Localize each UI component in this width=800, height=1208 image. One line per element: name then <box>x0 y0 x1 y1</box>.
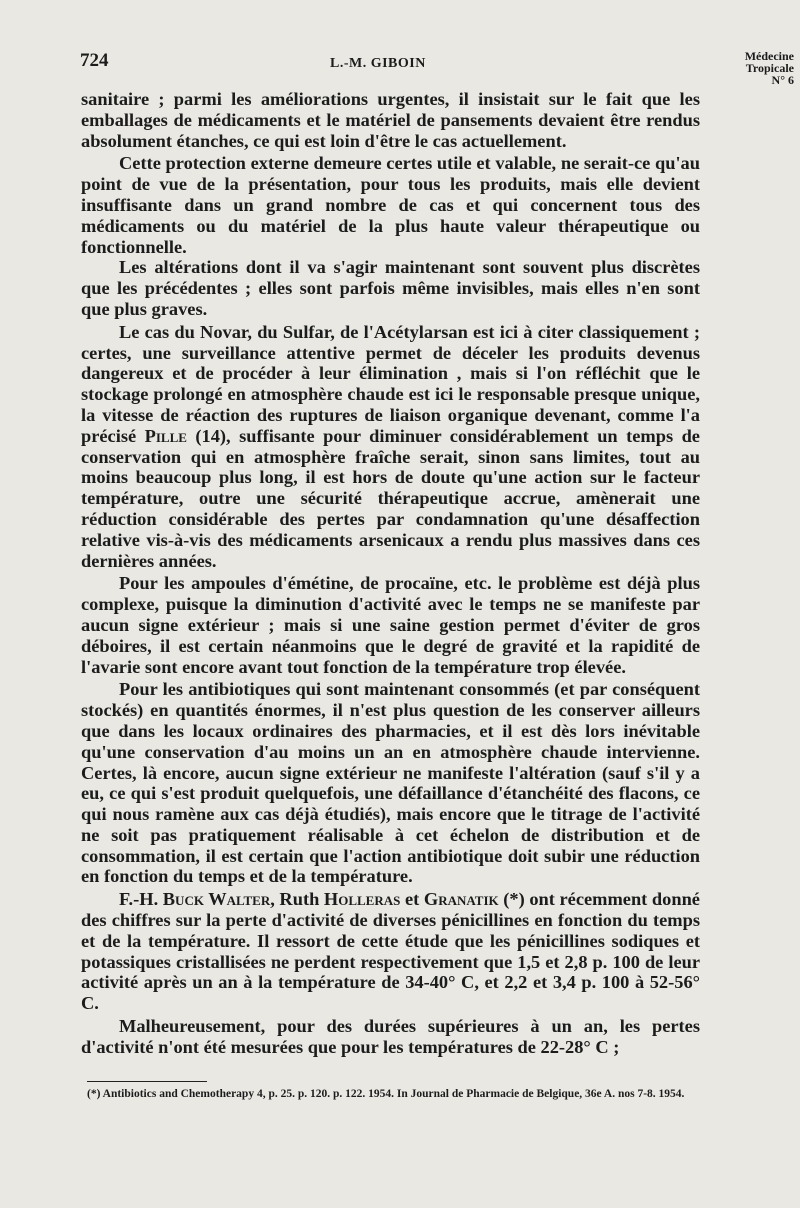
paragraph: Les altérations dont il va s'agir maintenant sont souvent plus discrètes que les précédentes ; elles sont parfois même invisibles, mais elles n'en sont que plus graves. <box>81 257 700 319</box>
page-number: 724 <box>80 50 109 71</box>
paragraph: Pour les antibiotiques qui sont maintenant consommés (et par conséquent stockés) en quantités énormes, il n'est plus question de les conserver ailleurs que dans les locaux ordinaires des pharmacies, et il est dès lors inévitable qu'une conservation d'au moins un an en atmosphère chaude intervienne. Certes, là encore, aucun signe extérieur ne manifeste l'altération (sauf s'il y a eu, ce qui s'est produit quelquefois, une défaillance d'étanchéité des flacons, ce qui nous ramène aux cas déjà étudiés), mais encore que le titrage de l'activité ne soit pas pratiquement réalisable à cet échelon de distribution et de consommation, il est certain que l'action antibiotique doit subir une réduction en fonction du temps et de la température. <box>81 679 700 887</box>
paragraph-text: , Ruth <box>270 889 320 910</box>
cited-author: Granatik <box>423 889 499 910</box>
running-title: L.-M. GIBOIN <box>330 56 426 71</box>
journal-tag-line: Tropicale <box>745 61 794 75</box>
paragraph-text: (14), suffisante pour diminuer considérablement un temps de conservation qui en atmosphère fraîche serait, sinon sans limites, tout au moins beaucoup plus long, il est hors de doute qu'une action sur le facteur température, outre une sécurité thérapeutique accrue, amènerait une réduction considérable des pertes par condamnation qu'une désaffection relative vis-à-vis des médicaments arsenicaux a rendu plus massives dans ces dernières années. <box>81 425 700 571</box>
page-header <box>0 0 800 96</box>
cited-author: F.-H. Buck Walter <box>119 889 271 910</box>
journal-tag-line: Médecine <box>744 49 794 63</box>
paragraph-text: et <box>404 889 420 910</box>
footnote: (*) Antibiotics and Chemotherapy 4, p. 25. p. 120. p. 122. 1954. In Journal de Pharmacie de Belgique, 36e A. nos 7-8. 1954. <box>87 1088 685 1100</box>
paragraph-text: Le cas du Novar, du Sulfar, de l'Acétylarsan est ici à citer classiquement ; certes, une surveillance attentive permet de déceler les produits devenus dangereux et de procéder à leur élimination , mais si l'on réfléchit que le stockage prolongé en atmosphère chaude est ici le responsable presque unique, la vitesse de réaction des ruptures de liaison organique devenant, comme l'a précisé <box>81 321 700 446</box>
journal-tag-line: N° 6 <box>771 73 794 87</box>
journal-tag <box>704 50 794 86</box>
paragraph: sanitaire ; parmi les améliorations urgentes, il insistait sur le fait que les emballages de médicaments et le matériel de pansements devaient être rendus absolument étanches, ce qui est loin d'être le cas actuellement. <box>81 89 700 151</box>
paragraph: Pour les ampoules d'émétine, de procaïne, etc. le problème est déjà plus complexe, puisque la diminution d'activité avec le temps ne se manifeste par aucun signe extérieur ; mais si une saine gestion permet d'éviter de gros déboires, il est certain néanmoins que le degré de gravité et la rapidité de l'avarie sont encore avant tout fonction de la température trop élevée. <box>81 573 700 677</box>
cited-author: Holleras <box>323 889 401 910</box>
paragraph: Malheureusement, pour des durées supérieures à un an, les pertes d'activité n'ont été mesurées que pour les températures de 22-28° C ; <box>81 1016 700 1057</box>
cited-author: Pille <box>144 425 187 446</box>
body-text <box>81 89 700 1058</box>
paragraph-text: (*) ont récemment donné des chiffres sur la perte d'activité de diverses pénicillines en fonction du temps et de la température. Il ressort de cette étude que les pénicillines sodiques et potassiques cristallisées ne perdent respectivement que 1,5 et 2,8 p. 100 de leur activité après un an à la température de 34-40° C, et 2,2 et 3,4 p. 100 à 52-56° C. <box>81 889 700 1014</box>
footnote-divider <box>87 1081 207 1082</box>
paragraph: Cette protection externe demeure certes utile et valable, ne serait-ce qu'au point de vue de la présentation, pour tous les produits, mais elle devient insuffisante dans un grand nombre de cas et qui concernent tous des médicaments ou du matériel de la plus haute valeur thérapeutique ou fonctionnelle. <box>81 153 700 257</box>
paragraph <box>81 322 700 572</box>
paragraph <box>81 889 700 1014</box>
